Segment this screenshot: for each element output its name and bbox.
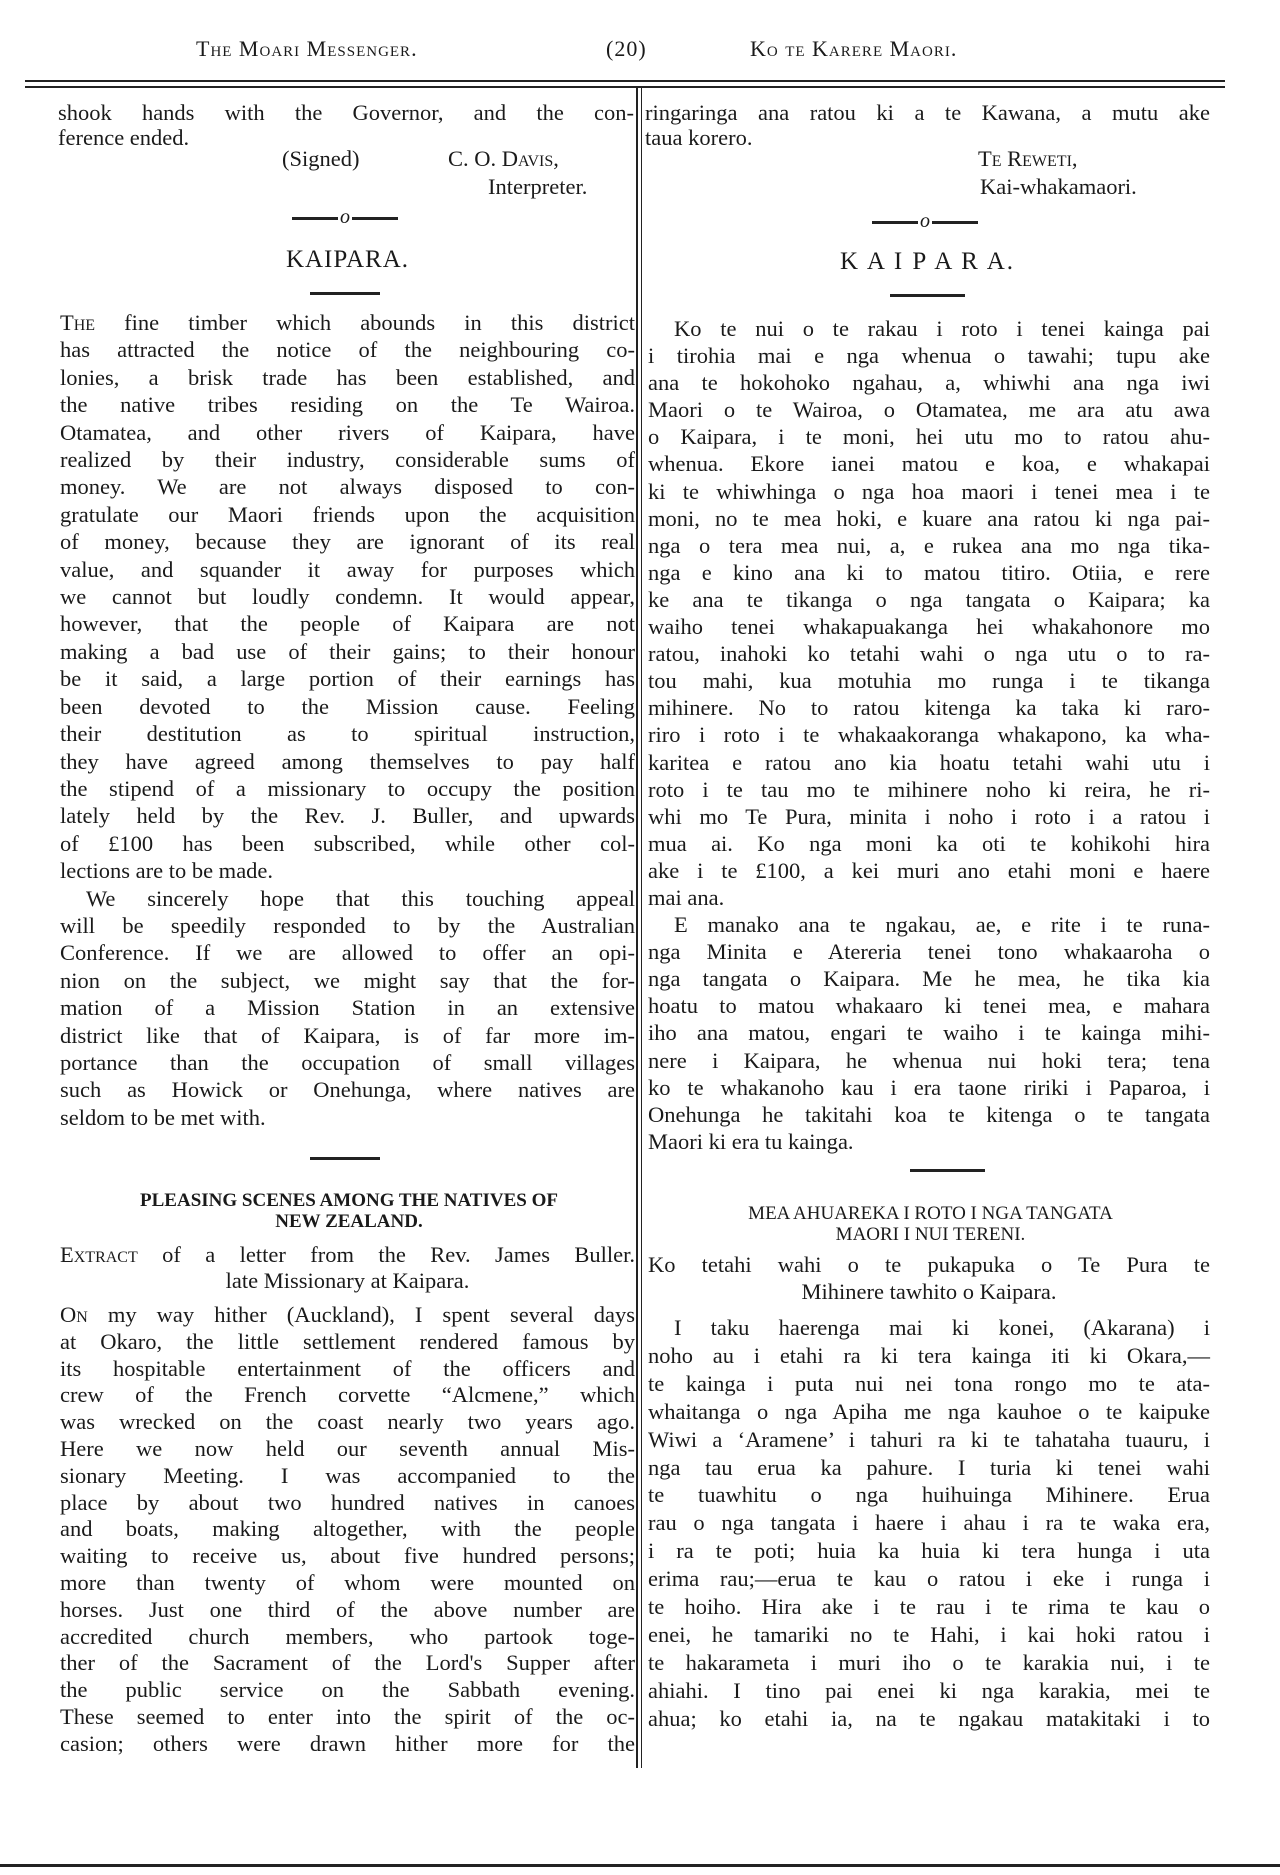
text-line: Maori ki era tu kainga. <box>648 1128 854 1154</box>
text-line: of £100 has been subscribed, while other col- <box>60 830 635 856</box>
text-line: Onehunga he takitahi koa te kitenga o te tangata <box>648 1101 1210 1127</box>
text-line: has attracted the notice of the neighbouring co- <box>60 337 635 363</box>
text-line: nga Minita e Atereria tenei tono whakaaroha o <box>648 939 1210 965</box>
line-text: fine timber which abounds in this district <box>95 310 635 335</box>
column-divider-inner <box>641 88 642 1768</box>
line-text: my way hither (Auckland), I spent several days <box>87 1302 635 1327</box>
article-title: K A I P A R A. <box>839 248 1016 275</box>
text-line: i tirohia mai e nga whenua o tawahi; tupu ake <box>648 343 1210 369</box>
text-line: mua ai. Ko nga moni ka oti te kohikohi hira <box>648 830 1210 856</box>
text-line: nga tangata o Kaipara. Me he mea, he tika kia <box>648 966 1210 992</box>
text-line: its hospitable entertainment of the officers and <box>60 1355 635 1381</box>
text-line: ahiahi. I tino pai enei ki nga karakia, mei te <box>648 1677 1210 1703</box>
subtitle-line: Mihinere tawhito o Kaipara. <box>801 1279 1057 1304</box>
signer-name: Te Reweti, <box>978 146 1078 171</box>
title-rule <box>310 292 380 295</box>
text-line: nga o tera mea nui, a, e rukea ana mo nga tika- <box>648 532 1210 558</box>
text-line: be it said, a large portion of their earnings has <box>60 666 635 692</box>
text-line: Maori o te Wairoa, o Otamatea, me ara atu awa <box>648 397 1210 423</box>
text-line: we cannot but loudly condemn. It would appear, <box>60 584 635 610</box>
lead-word: Extract <box>60 1242 138 1267</box>
text-line: ake i te £100, a kei muri ano etahi moni e haere <box>648 857 1210 883</box>
text-line: mai ana. <box>648 884 725 910</box>
text-line: nga tau erua ka pahure. I turia ki tenei wahi <box>648 1454 1210 1480</box>
text-line <box>60 309 635 336</box>
text-line: value, and squander it away for purposes which <box>60 556 635 582</box>
letter-body <box>60 1302 635 1758</box>
text-line: been devoted to the Mission cause. Feeling <box>60 693 635 719</box>
ornament-divider: o <box>200 206 490 229</box>
title-line: MAORI I NUI TERENI. <box>835 1224 1026 1245</box>
text-line: more than twenty of whom were mounted on <box>60 1569 635 1595</box>
text-line: whenua. Ekore ianei matou e koa, e whakapai <box>648 451 1210 477</box>
text-line: the native tribes residing on the Te Wairoa. <box>60 392 635 418</box>
text-line: i ra te poti; huia ka huia ki tera hunga i uta <box>648 1538 1210 1564</box>
text-line: lonies, a brisk trade has been established, and <box>60 364 635 390</box>
text-line: te tuawhitu o nga huihuinga Mihinere. Erua <box>648 1482 1210 1508</box>
text-line: I taku haerenga mai ki konei, (Akarana) i <box>674 1315 1210 1340</box>
text-line: district like that of Kaipara, is of far more im- <box>60 1022 635 1048</box>
text-line: will be speedily responded to by the Australian <box>60 912 635 938</box>
text-line: of money, because they are ignorant of its real <box>60 529 635 555</box>
title-line: NEW ZEALAND. <box>275 1211 423 1232</box>
signer-role: Interpreter. <box>488 174 588 199</box>
text-line: We sincerely hope that this touching appeal <box>86 885 635 911</box>
text-line: ki te whiwhinga o nga hoa maori i tenei mea i te <box>648 478 1210 504</box>
title-line: MEA AHUAREKA I ROTO I NGA TANGATA <box>748 1203 1113 1224</box>
text-line: and boats, making altogether, with the people <box>60 1516 635 1542</box>
text-line: Wiwi a ‘Aramene’ i tahuri ra ki te tahataha tuauru, i <box>648 1426 1210 1452</box>
text-line: enei, he tamariki no te Hahi, i kai hoki ratou i <box>648 1621 1210 1647</box>
subtitle-line <box>60 1242 635 1268</box>
text-line: te hoiho. Hira ake i te rau i te rima te kau o <box>648 1594 1210 1620</box>
text-line: taua korero. <box>645 125 753 150</box>
lead-word: On <box>60 1302 88 1327</box>
section-rule <box>310 1157 380 1160</box>
text-line: ana te hokohoko ngahau, a, whiwhi ana nga iwi <box>648 370 1210 396</box>
text-line: Conference. If we are allowed to offer an opi- <box>60 940 635 966</box>
text-line: ahua; ko etahi ia, na te ngakau matakitaki i to <box>648 1705 1210 1731</box>
text-line: moni, no te mea hoki, e kuare ana ratou ki nga pai- <box>648 505 1210 531</box>
letter-body <box>648 1314 1210 1733</box>
text-line: nga e kino ana ki to matou titiro. Otiia, e rere <box>648 559 1210 585</box>
article-subtitle <box>60 1242 635 1294</box>
article-body <box>648 315 1210 1155</box>
text-line: ratou, inahoki ko tetahi wahi o nga utu o to ra- <box>648 641 1210 667</box>
subtitle-line: Ko tetahi wahi o te pukapuka o Te Pura te <box>648 1252 1210 1277</box>
text-line: the stipend of a missionary to occupy the position <box>60 775 635 801</box>
text-line <box>60 1302 635 1329</box>
text-line: Ko te nui o te rakau i roto i tenei kainga pai <box>674 316 1210 341</box>
left-intro-text <box>58 100 634 150</box>
text-line: E manako ana te ngakau, ae, e rite i te runa- <box>674 912 1210 938</box>
text-line: o Kaipara, i te moni, hei utu mo to ratou ahu- <box>648 424 1210 450</box>
title-line: PLEASING SCENES AMONG THE NATIVES OF <box>140 1190 558 1211</box>
text-line: shook hands with the Governor, and the con- <box>58 100 634 125</box>
header-rule-top <box>25 80 1225 82</box>
lead-word: The <box>60 310 96 335</box>
subtitle-line: late Missionary at Kaipara. <box>225 1268 470 1293</box>
article-title <box>60 1190 638 1232</box>
section-rule <box>910 1169 985 1172</box>
text-line: at Okaro, the little settlement rendered famous by <box>60 1328 635 1354</box>
text-line: money. We are not always disposed to con- <box>60 474 635 500</box>
text-line: accredited church members, who partook toge- <box>60 1623 635 1649</box>
column-divider <box>636 88 638 1768</box>
text-line: was wrecked on the coast nearly two years ago. <box>60 1409 635 1435</box>
article-body <box>60 309 635 1131</box>
header-rule-bottom <box>25 86 1225 88</box>
text-line: riro i roto i te whakaakoranga whakapono, ka wha- <box>648 722 1210 748</box>
title-rule <box>890 294 965 297</box>
text-line: ference ended. <box>58 125 190 150</box>
text-line: whi mo Te Pura, minita i noho i roto i a ratou i <box>648 803 1210 829</box>
text-line: ther of the Sacrament of the Lord's Supper after <box>60 1650 635 1676</box>
text-line: mihinere. No to ratou kitenga ka taka ki raro- <box>648 695 1210 721</box>
text-line: Otamatea, and other rivers of Kaipara, have <box>60 419 635 445</box>
footer-rule <box>0 1864 1280 1867</box>
text-line: making a bad use of their gains; to their honour <box>60 638 635 664</box>
text-line: ringaringa ana ratou ki a te Kawana, a mutu ake <box>645 100 1210 125</box>
text-line: lately held by the Rev. J. Buller, and upwards <box>60 803 635 829</box>
text-line: horses. Just one third of the above number are <box>60 1596 635 1622</box>
text-line: tou mahi, kua motuhia mo runga i te tikanga <box>648 668 1210 694</box>
text-line: Here we now held our seventh annual Mis- <box>60 1435 635 1461</box>
text-line: noho au i etahi ra ki tera kainga iti ki Okara,— <box>648 1342 1210 1368</box>
text-line: hoatu to matou whakaaro ki tenei mea, e mahara <box>648 993 1210 1019</box>
text-line: nere i Kaipara, he whenua nui hoki tera; tena <box>648 1047 1210 1073</box>
text-line: rau o nga tangata i haere i ahau i ra te waka era, <box>648 1510 1210 1536</box>
text-line: te kainga i puta nui nei tona rongo mo te ata- <box>648 1370 1210 1396</box>
signer-role: Kai-whakamaori. <box>980 174 1137 199</box>
text-line: casion; others were drawn hither more for the <box>60 1730 635 1756</box>
text-line: whaitanga o nga Apiha me nga kauhoe o te kaipuke <box>648 1398 1210 1424</box>
text-line: te hakarameta i muri iho o te karakia nui, i te <box>648 1649 1210 1675</box>
text-line: the public service on the Sabbath evening. <box>60 1677 635 1703</box>
masthead-maori: Ko te Karere Maori. <box>750 36 958 61</box>
ornament-divider: o <box>780 210 1070 233</box>
text-line: waiho tenei whakapuakanga hei whakahonore mo <box>648 614 1210 640</box>
text-line: lections are to be made. <box>60 858 274 884</box>
text-line: karitea e ratou ano kia hoatu tetahi wahi utu i <box>648 749 1210 775</box>
text-line: These seemed to enter into the spirit of the oc- <box>60 1703 635 1729</box>
article-title: KAIPARA. <box>285 246 410 273</box>
text-line: such as Howick or Onehunga, where natives are <box>60 1077 635 1103</box>
text-line: however, that the people of Kaipara are not <box>60 611 635 637</box>
right-intro-text <box>645 100 1210 150</box>
text-line: realized by their industry, considerable sums of <box>60 447 635 473</box>
text-line: sionary Meeting. I was accompanied to the <box>60 1462 635 1488</box>
masthead-english: The Moari Messenger. <box>196 36 418 61</box>
text-line: portance than the occupation of small villages <box>60 1049 635 1075</box>
text-line: nion on the subject, we might say that the for- <box>60 967 635 993</box>
text-line: erima rau;—erua te kau o ratou i eke i runga i <box>648 1566 1210 1592</box>
text-line: crew of the French corvette “Alcmene,” which <box>60 1382 635 1408</box>
text-line: their destitution as to spiritual instruction, <box>60 721 635 747</box>
text-line: ko te whakanoho kau i era taone ririki i Paparoa, i <box>648 1074 1210 1100</box>
text-line: iho ana matou, engari te waiho i te kainga mihi- <box>648 1020 1210 1046</box>
text-line: mation of a Mission Station in an extensive <box>60 995 635 1021</box>
text-line: place by about two hundred natives in canoes <box>60 1489 635 1515</box>
signer-name: C. O. Davis, <box>448 146 559 171</box>
signed-label: (Signed) <box>282 146 360 171</box>
text-line: ke ana te tikanga o nga tangata o Kaipara; ka <box>648 586 1210 612</box>
text-line: seldom to be met with. <box>60 1104 266 1130</box>
page-number: (20) <box>606 36 647 61</box>
text-line: roto i te tau mo te mihinere noho ki reira, he ri- <box>648 776 1210 802</box>
article-title <box>648 1203 1213 1245</box>
text-line: gratulate our Maori friends upon the acquisition <box>60 501 635 527</box>
text-line: they have agreed among themselves to pay half <box>60 748 635 774</box>
subtitle-text: of a letter from the Rev. James Buller. <box>137 1242 635 1267</box>
text-line: waiting to receive us, about five hundred persons; <box>60 1543 635 1569</box>
article-subtitle <box>648 1251 1210 1305</box>
